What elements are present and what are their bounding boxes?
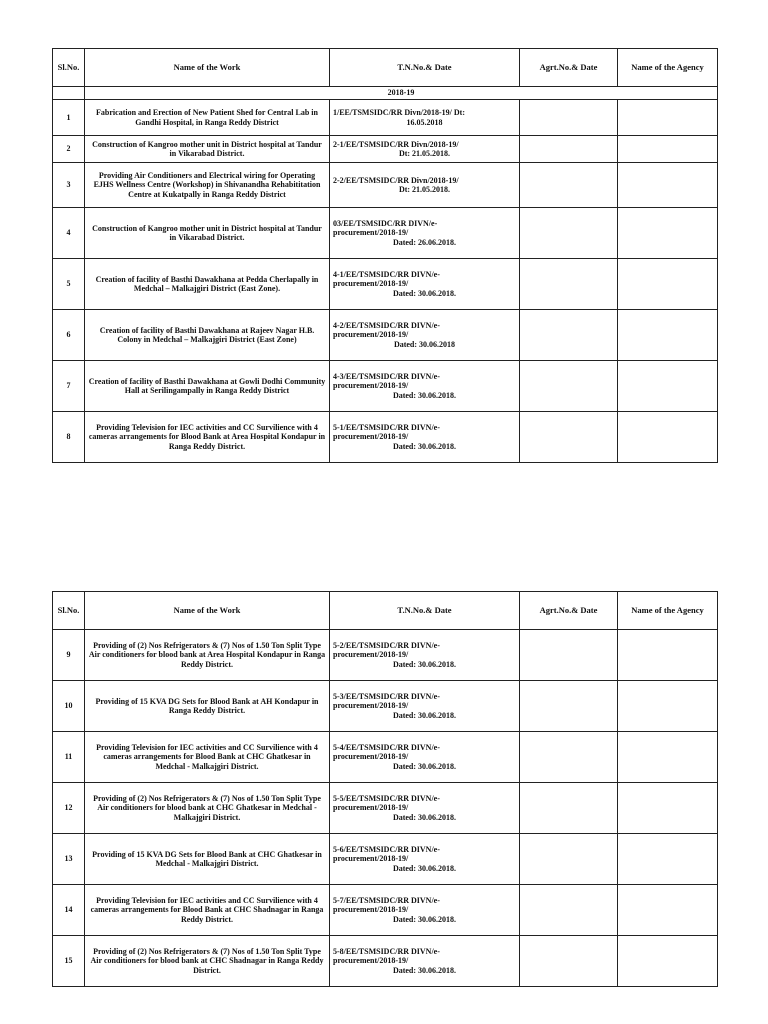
table-row	[53, 783, 718, 834]
tn-cell	[330, 936, 520, 987]
tn-line-1: 5-6/EE/TSMSIDC/RR DIVN/e-	[333, 844, 440, 854]
tn-cell	[330, 163, 520, 208]
year-label: 2018-19	[85, 87, 718, 100]
table-row	[53, 412, 718, 463]
tn-cell	[330, 885, 520, 936]
agency-cell	[618, 681, 718, 732]
tn-line-1: 5-4/EE/TSMSIDC/RR DIVN/e-	[333, 742, 440, 752]
agency-cell	[618, 885, 718, 936]
tn-line-1: 5-8/EE/TSMSIDC/RR DIVN/e-	[333, 946, 440, 956]
tn-cell	[330, 834, 520, 885]
agency-cell	[618, 834, 718, 885]
agrt-cell	[520, 681, 618, 732]
sl-no-cell: 6	[53, 310, 85, 361]
tn-line-2: procurement/2018-19/	[333, 701, 409, 711]
work-name-cell: Construction of Kangroo mother unit in District hospital at Tandur in Vikarabad District.	[85, 208, 330, 259]
agency-cell	[618, 100, 718, 136]
table-row	[53, 885, 718, 936]
tn-line-3: Dated: 30.06.2018.	[392, 761, 457, 771]
sl-no-cell: 9	[53, 630, 85, 681]
agency-cell	[618, 936, 718, 987]
tn-cell	[330, 208, 520, 259]
agrt-cell	[520, 783, 618, 834]
sl-no-cell: 1	[53, 100, 85, 136]
tn-line-2: procurement/2018-19/	[333, 432, 409, 442]
agrt-cell	[520, 885, 618, 936]
table-row	[53, 208, 718, 259]
work-name-cell: Providing Air Conditioners and Electrical wiring for Operating EJHS Wellness Centre (Workshop) in Shivanandha Rehabititation Centre at Kukatpally in Ranga Reddy District	[85, 163, 330, 208]
tn-line-1: 5-5/EE/TSMSIDC/RR DIVN/e-	[333, 793, 440, 803]
agency-cell	[618, 136, 718, 163]
header-row	[53, 592, 718, 630]
tn-line-2: procurement/2018-19/	[333, 752, 409, 762]
tn-line-1: 5-7/EE/TSMSIDC/RR DIVN/e-	[333, 895, 440, 905]
work-name-cell: Providing of 15 KVA DG Sets for Blood Bank at AH Kondapur in Ranga Reddy District.	[85, 681, 330, 732]
tn-line-1: 2-2/EE/TSMSIDC/RR Divn/2018-19/	[333, 175, 459, 185]
table-row	[53, 630, 718, 681]
agency-cell	[618, 310, 718, 361]
tn-line-2: procurement/2018-19/	[333, 330, 409, 340]
tn-line-1: 4-3/EE/TSMSIDC/RR DIVN/e-	[333, 371, 440, 381]
sl-no-cell: 8	[53, 412, 85, 463]
tn-line-2: procurement/2018-19/	[333, 905, 409, 915]
tn-cell	[330, 681, 520, 732]
agency-cell	[618, 630, 718, 681]
tn-line-1: 4-1/EE/TSMSIDC/RR DIVN/e-	[333, 269, 440, 279]
year-empty-cell	[53, 87, 85, 100]
table-row	[53, 732, 718, 783]
agrt-cell	[520, 732, 618, 783]
tn-line-1: 4-2/EE/TSMSIDC/RR DIVN/e-	[333, 320, 440, 330]
work-name-cell: Fabrication and Erection of New Patient Shed for Central Lab in Gandhi Hospital, in Ranga Reddy District	[85, 100, 330, 136]
tn-line-3: Dated: 30.06.2018.	[392, 659, 457, 669]
sl-no-cell: 7	[53, 361, 85, 412]
table-row	[53, 259, 718, 310]
agrt-cell	[520, 163, 618, 208]
table-row	[53, 361, 718, 412]
agrt-cell	[520, 208, 618, 259]
tn-line-3: Dated: 30.06.2018.	[392, 710, 457, 720]
work-name-cell: Creation of facility of Basthi Dawakhana at Gowli Dodhi Community Hall at Serilingampally in Ranga Reddy District	[85, 361, 330, 412]
agrt-cell	[520, 310, 618, 361]
tn-cell	[330, 100, 520, 136]
sl-no-cell: 12	[53, 783, 85, 834]
table-2-body	[53, 630, 718, 987]
work-name-cell: Providing of (2) Nos Refrigerators & (7) Nos of 1.50 Ton Split Type Air conditioners for blood bank at CHC Shadnagar in Ranga Reddy District.	[85, 936, 330, 987]
header-tn: T.N.No.& Date	[330, 592, 520, 630]
header-sl-no: Sl.No.	[53, 592, 85, 630]
header-sl-no: Sl.No.	[53, 49, 85, 87]
work-name-cell: Creation of facility of Basthi Dawakhana at Pedda Cherlapally in Medchal – Malkajgiri District (East Zone).	[85, 259, 330, 310]
tn-line-2: procurement/2018-19/	[333, 956, 409, 966]
sl-no-cell: 15	[53, 936, 85, 987]
table-1-body	[53, 87, 718, 463]
header-tn: T.N.No.& Date	[330, 49, 520, 87]
tn-line-3: Dated: 30.06.2018.	[392, 914, 457, 924]
agrt-cell	[520, 361, 618, 412]
tn-line-3: Dated: 30.06.2018.	[392, 441, 457, 451]
tn-line-1: 03/EE/TSMSIDC/RR DIVN/e-	[333, 218, 438, 228]
tn-line-3: Dated: 30.06.2018.	[392, 965, 457, 975]
tn-line-1: 5-3/EE/TSMSIDC/RR DIVN/e-	[333, 691, 440, 701]
agrt-cell	[520, 412, 618, 463]
agrt-cell	[520, 259, 618, 310]
work-name-cell: Providing of 15 KVA DG Sets for Blood Bank at CHC Ghatkesar in Medchal - Malkajgiri District.	[85, 834, 330, 885]
header-agrt: Agrt.No.& Date	[520, 592, 618, 630]
tn-line-2: 16.05.2018	[406, 117, 443, 127]
work-name-cell: Providing of (2) Nos Refrigerators & (7) Nos of 1.50 Ton Split Type Air conditioners for blood bank at CHC Ghatkesar in Medchal - Malkajgiri District.	[85, 783, 330, 834]
header-agrt: Agrt.No.& Date	[520, 49, 618, 87]
agency-cell	[618, 783, 718, 834]
tn-line-2: procurement/2018-19/	[333, 228, 409, 238]
tn-line-2: Dt: 21.05.2018.	[398, 149, 451, 158]
agency-cell	[618, 361, 718, 412]
sl-no-cell: 3	[53, 163, 85, 208]
tn-cell	[330, 259, 520, 310]
tn-cell	[330, 630, 520, 681]
table-row	[53, 936, 718, 987]
sl-no-cell: 2	[53, 136, 85, 163]
tn-line-3: Dated: 30.06.2018.	[392, 390, 457, 400]
agency-cell	[618, 259, 718, 310]
year-row	[53, 87, 718, 100]
tn-line-3: Dated: 30.06.2018.	[392, 288, 457, 298]
works-table-1	[52, 48, 718, 463]
header-agency: Name of the Agency	[618, 592, 718, 630]
tn-cell	[330, 310, 520, 361]
work-name-cell: Providing Television for IEC activities and CC Survilience with 4 cameras arrangements for Blood Bank at CHC Ghatkesar in Medchal - Malkajgiri District.	[85, 732, 330, 783]
tn-line-2: procurement/2018-19/	[333, 381, 409, 391]
tn-cell	[330, 136, 520, 163]
work-name-cell: Providing Television for IEC activities and CC Survilience with 4 cameras arrangements for Blood Bank at Area Hospital Kondapur in Ranga Reddy District.	[85, 412, 330, 463]
tn-cell	[330, 783, 520, 834]
tn-line-2: procurement/2018-19/	[333, 854, 409, 864]
tn-line-1: 5-1/EE/TSMSIDC/RR DIVN/e-	[333, 422, 440, 432]
agrt-cell	[520, 630, 618, 681]
work-name-cell: Providing Television for IEC activities and CC Survilience with 4 cameras arrangements for Blood Bank at CHC Shadnagar in Ranga Reddy District.	[85, 885, 330, 936]
work-name-cell: Providing of (2) Nos Refrigerators & (7) Nos of 1.50 Ton Split Type Air conditioners for blood bank at Area Hospital Kondapur in Ranga Reddy District.	[85, 630, 330, 681]
header-agency: Name of the Agency	[618, 49, 718, 87]
tn-line-3: Dated: 30.06.2018.	[392, 863, 457, 873]
tn-cell	[330, 732, 520, 783]
tn-line-3: Dated: 26.06.2018.	[392, 237, 457, 247]
agrt-cell	[520, 834, 618, 885]
agency-cell	[618, 732, 718, 783]
tn-line-3: Dated: 30.06.2018	[393, 339, 456, 349]
tn-cell	[330, 361, 520, 412]
tn-line-1: 1/EE/TSMSIDC/RR Divn/2018-19/ Dt:	[333, 108, 466, 117]
work-name-cell: Construction of Kangroo mother unit in District hospital at Tandur in Vikarabad District.	[85, 136, 330, 163]
table-row	[53, 100, 718, 136]
tn-line-2: Dt: 21.05.2018.	[398, 185, 451, 194]
table-row	[53, 834, 718, 885]
tn-line-2: procurement/2018-19/	[333, 279, 409, 289]
agrt-cell	[520, 136, 618, 163]
works-table-2	[52, 591, 718, 987]
agrt-cell	[520, 100, 618, 136]
tn-line-2: procurement/2018-19/	[333, 650, 409, 660]
agency-cell	[618, 163, 718, 208]
tn-line-1: 5-2/EE/TSMSIDC/RR DIVN/e-	[333, 640, 440, 650]
tn-cell	[330, 412, 520, 463]
tn-line-3: Dated: 30.06.2018.	[392, 812, 457, 822]
work-name-cell: Creation of facility of Basthi Dawakhana at Rajeev Nagar H.B. Colony in Medchal – Malkajgiri District (East Zone)	[85, 310, 330, 361]
tn-line-1: 2-1/EE/TSMSIDC/RR Divn/2018-19/	[333, 139, 459, 149]
sl-no-cell: 14	[53, 885, 85, 936]
tn-line-2: procurement/2018-19/	[333, 803, 409, 813]
sl-no-cell: 5	[53, 259, 85, 310]
table-row	[53, 136, 718, 163]
header-work: Name of the Work	[85, 592, 330, 630]
header-row	[53, 49, 718, 87]
table-row	[53, 310, 718, 361]
agency-cell	[618, 412, 718, 463]
sl-no-cell: 10	[53, 681, 85, 732]
sl-no-cell: 4	[53, 208, 85, 259]
table-row	[53, 681, 718, 732]
agency-cell	[618, 208, 718, 259]
agrt-cell	[520, 936, 618, 987]
header-work: Name of the Work	[85, 49, 330, 87]
sl-no-cell: 13	[53, 834, 85, 885]
sl-no-cell: 11	[53, 732, 85, 783]
table-row	[53, 163, 718, 208]
